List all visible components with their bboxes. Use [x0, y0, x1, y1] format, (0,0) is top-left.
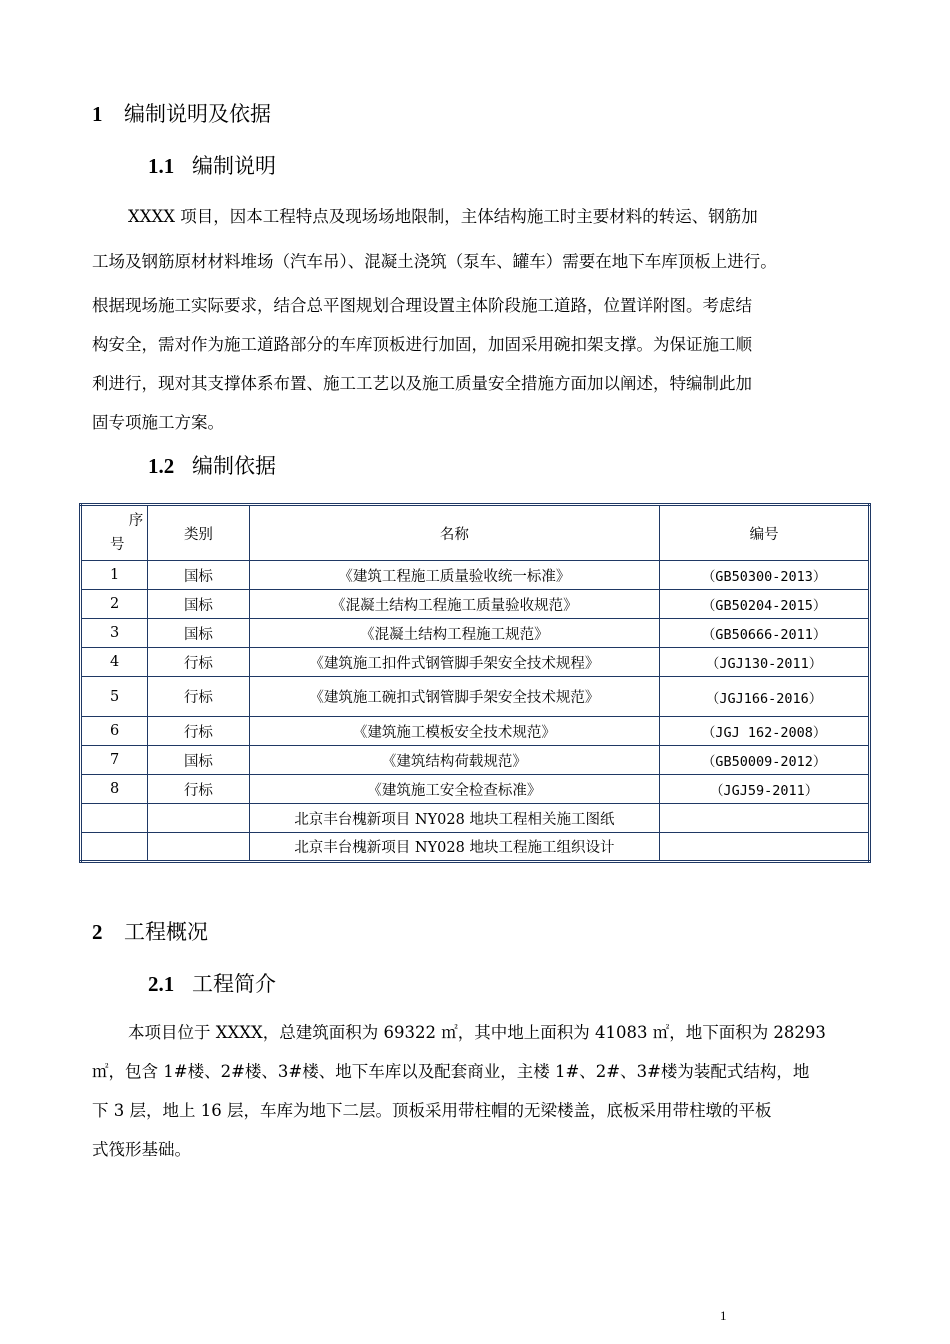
row-category: 行标 [148, 775, 249, 804]
table-row [81, 717, 870, 746]
row-category: 行标 [148, 648, 249, 677]
row-name: 《建筑施工扣件式钢管脚手架安全技术规程》 [249, 648, 660, 677]
section-2-title: 工程概况 [124, 920, 208, 944]
section-2-number: 2 [92, 920, 103, 944]
row-code: （JGJ59-2011） [660, 775, 870, 804]
row-seq [81, 804, 148, 833]
table-row [81, 590, 870, 619]
row-code: （JGJ166-2016） [660, 677, 870, 717]
row-category [148, 804, 249, 833]
section-1-heading [92, 98, 271, 128]
table-row [81, 619, 870, 648]
row-seq: 2 [81, 590, 148, 619]
para-1-line-6: 固专项施工方案。 [92, 413, 224, 432]
table-row [81, 561, 870, 590]
row-name: 《建筑施工安全检查标准》 [249, 775, 660, 804]
para-2-line-4: 式筏形基础。 [92, 1140, 191, 1159]
row-code: （GB50009-2012） [660, 746, 870, 775]
header-seq-line-2: 号 [110, 537, 125, 553]
row-category: 国标 [148, 561, 249, 590]
section-1-title: 编制说明及依据 [124, 102, 271, 126]
section-1-1-title: 编制说明 [192, 154, 276, 178]
row-category [148, 833, 249, 862]
table-row [81, 833, 870, 862]
header-code: 编号 [660, 505, 870, 561]
row-name: 北京丰台槐新项目 NY028 地块工程施工组织设计 [249, 833, 660, 862]
row-category: 行标 [148, 677, 249, 717]
para-1-line-2: 工场及钢筋原材材料堆场（汽车吊）、混凝土浇筑（泵车、罐车）需要在地下车库顶板上进行。 [92, 252, 777, 271]
section-2-1-heading [148, 968, 276, 998]
section-2-1-title: 工程简介 [192, 972, 276, 996]
section-1-1-heading [148, 150, 276, 180]
section-2-1-number: 2.1 [148, 972, 175, 996]
row-seq: 1 [81, 561, 148, 590]
row-code: （JGJ130-2011） [660, 648, 870, 677]
row-category: 行标 [148, 717, 249, 746]
header-seq [81, 505, 148, 561]
para-1-line-5: 利进行，现对其支撑体系布置、施工工艺以及施工质量安全措施方面加以阐述，特编制此加 [92, 374, 752, 393]
row-seq: 8 [81, 775, 148, 804]
row-name: 《建筑工程施工质量验收统一标准》 [249, 561, 660, 590]
row-name: 《混凝土结构工程施工质量验收规范》 [249, 590, 660, 619]
para-1-line-3: 根据现场施工实际要求，结合总平图规划合理设置主体阶段施工道路，位置详附图。考虑结 [92, 296, 752, 315]
para-1-line-1: XXXX 项目，因本工程特点及现场场地限制，主体结构施工时主要材料的转运、钢筋加 [128, 207, 758, 226]
para-2-line-1: 本项目位于 XXXX，总建筑面积为 69322 ㎡，其中地上面积为 41083 ㎡，地下面积为 28293 [128, 1023, 826, 1042]
table-row [81, 746, 870, 775]
table-row [81, 677, 870, 717]
section-1-number: 1 [92, 102, 103, 126]
para-2-line-3: 下 3 层，地上 16 层，车库为地下二层。顶板采用带柱帽的无梁楼盖，底板采用带柱墩的平板 [92, 1101, 772, 1120]
row-seq: 3 [81, 619, 148, 648]
row-category: 国标 [148, 746, 249, 775]
row-name: 《建筑施工碗扣式钢管脚手架安全技术规范》 [249, 677, 660, 717]
section-1-2-heading [148, 450, 276, 480]
row-code [660, 833, 870, 862]
reference-table [79, 503, 871, 863]
section-2-heading [92, 916, 208, 946]
page-number: 1 [720, 1308, 727, 1323]
table-header-row [81, 505, 870, 561]
row-code: （GB50666-2011） [660, 619, 870, 648]
row-seq: 4 [81, 648, 148, 677]
row-name: 《建筑施工模板安全技术规范》 [249, 717, 660, 746]
para-2-line-2: ㎡，包含 1#楼、2#楼、3#楼、地下车库以及配套商业，主楼 1#、2#、3#楼为装配式结构，地 [92, 1062, 810, 1081]
table-row [81, 648, 870, 677]
row-name: 《建筑结构荷载规范》 [249, 746, 660, 775]
row-code: （GB50300-2013） [660, 561, 870, 590]
section-1-2-number: 1.2 [148, 454, 175, 478]
section-1-1-number: 1.1 [148, 154, 175, 178]
row-code [660, 804, 870, 833]
row-category: 国标 [148, 590, 249, 619]
para-1-line-4: 构安全，需对作为施工道路部分的车库顶板进行加固，加固采用碗扣架支撑。为保证施工顺 [92, 335, 752, 354]
header-seq-line-1: 序 [128, 513, 144, 529]
table-row [81, 804, 870, 833]
row-seq: 5 [81, 677, 148, 717]
table-row [81, 775, 870, 804]
row-name: 北京丰台槐新项目 NY028 地块工程相关施工图纸 [249, 804, 660, 833]
row-category: 国标 [148, 619, 249, 648]
row-seq: 6 [81, 717, 148, 746]
row-seq [81, 833, 148, 862]
row-name: 《混凝土结构工程施工规范》 [249, 619, 660, 648]
header-name: 名称 [249, 505, 660, 561]
row-code: （GB50204-2015） [660, 590, 870, 619]
section-1-2-title: 编制依据 [192, 454, 276, 478]
row-seq: 7 [81, 746, 148, 775]
header-category: 类别 [148, 505, 249, 561]
row-code: （JGJ 162-2008） [660, 717, 870, 746]
